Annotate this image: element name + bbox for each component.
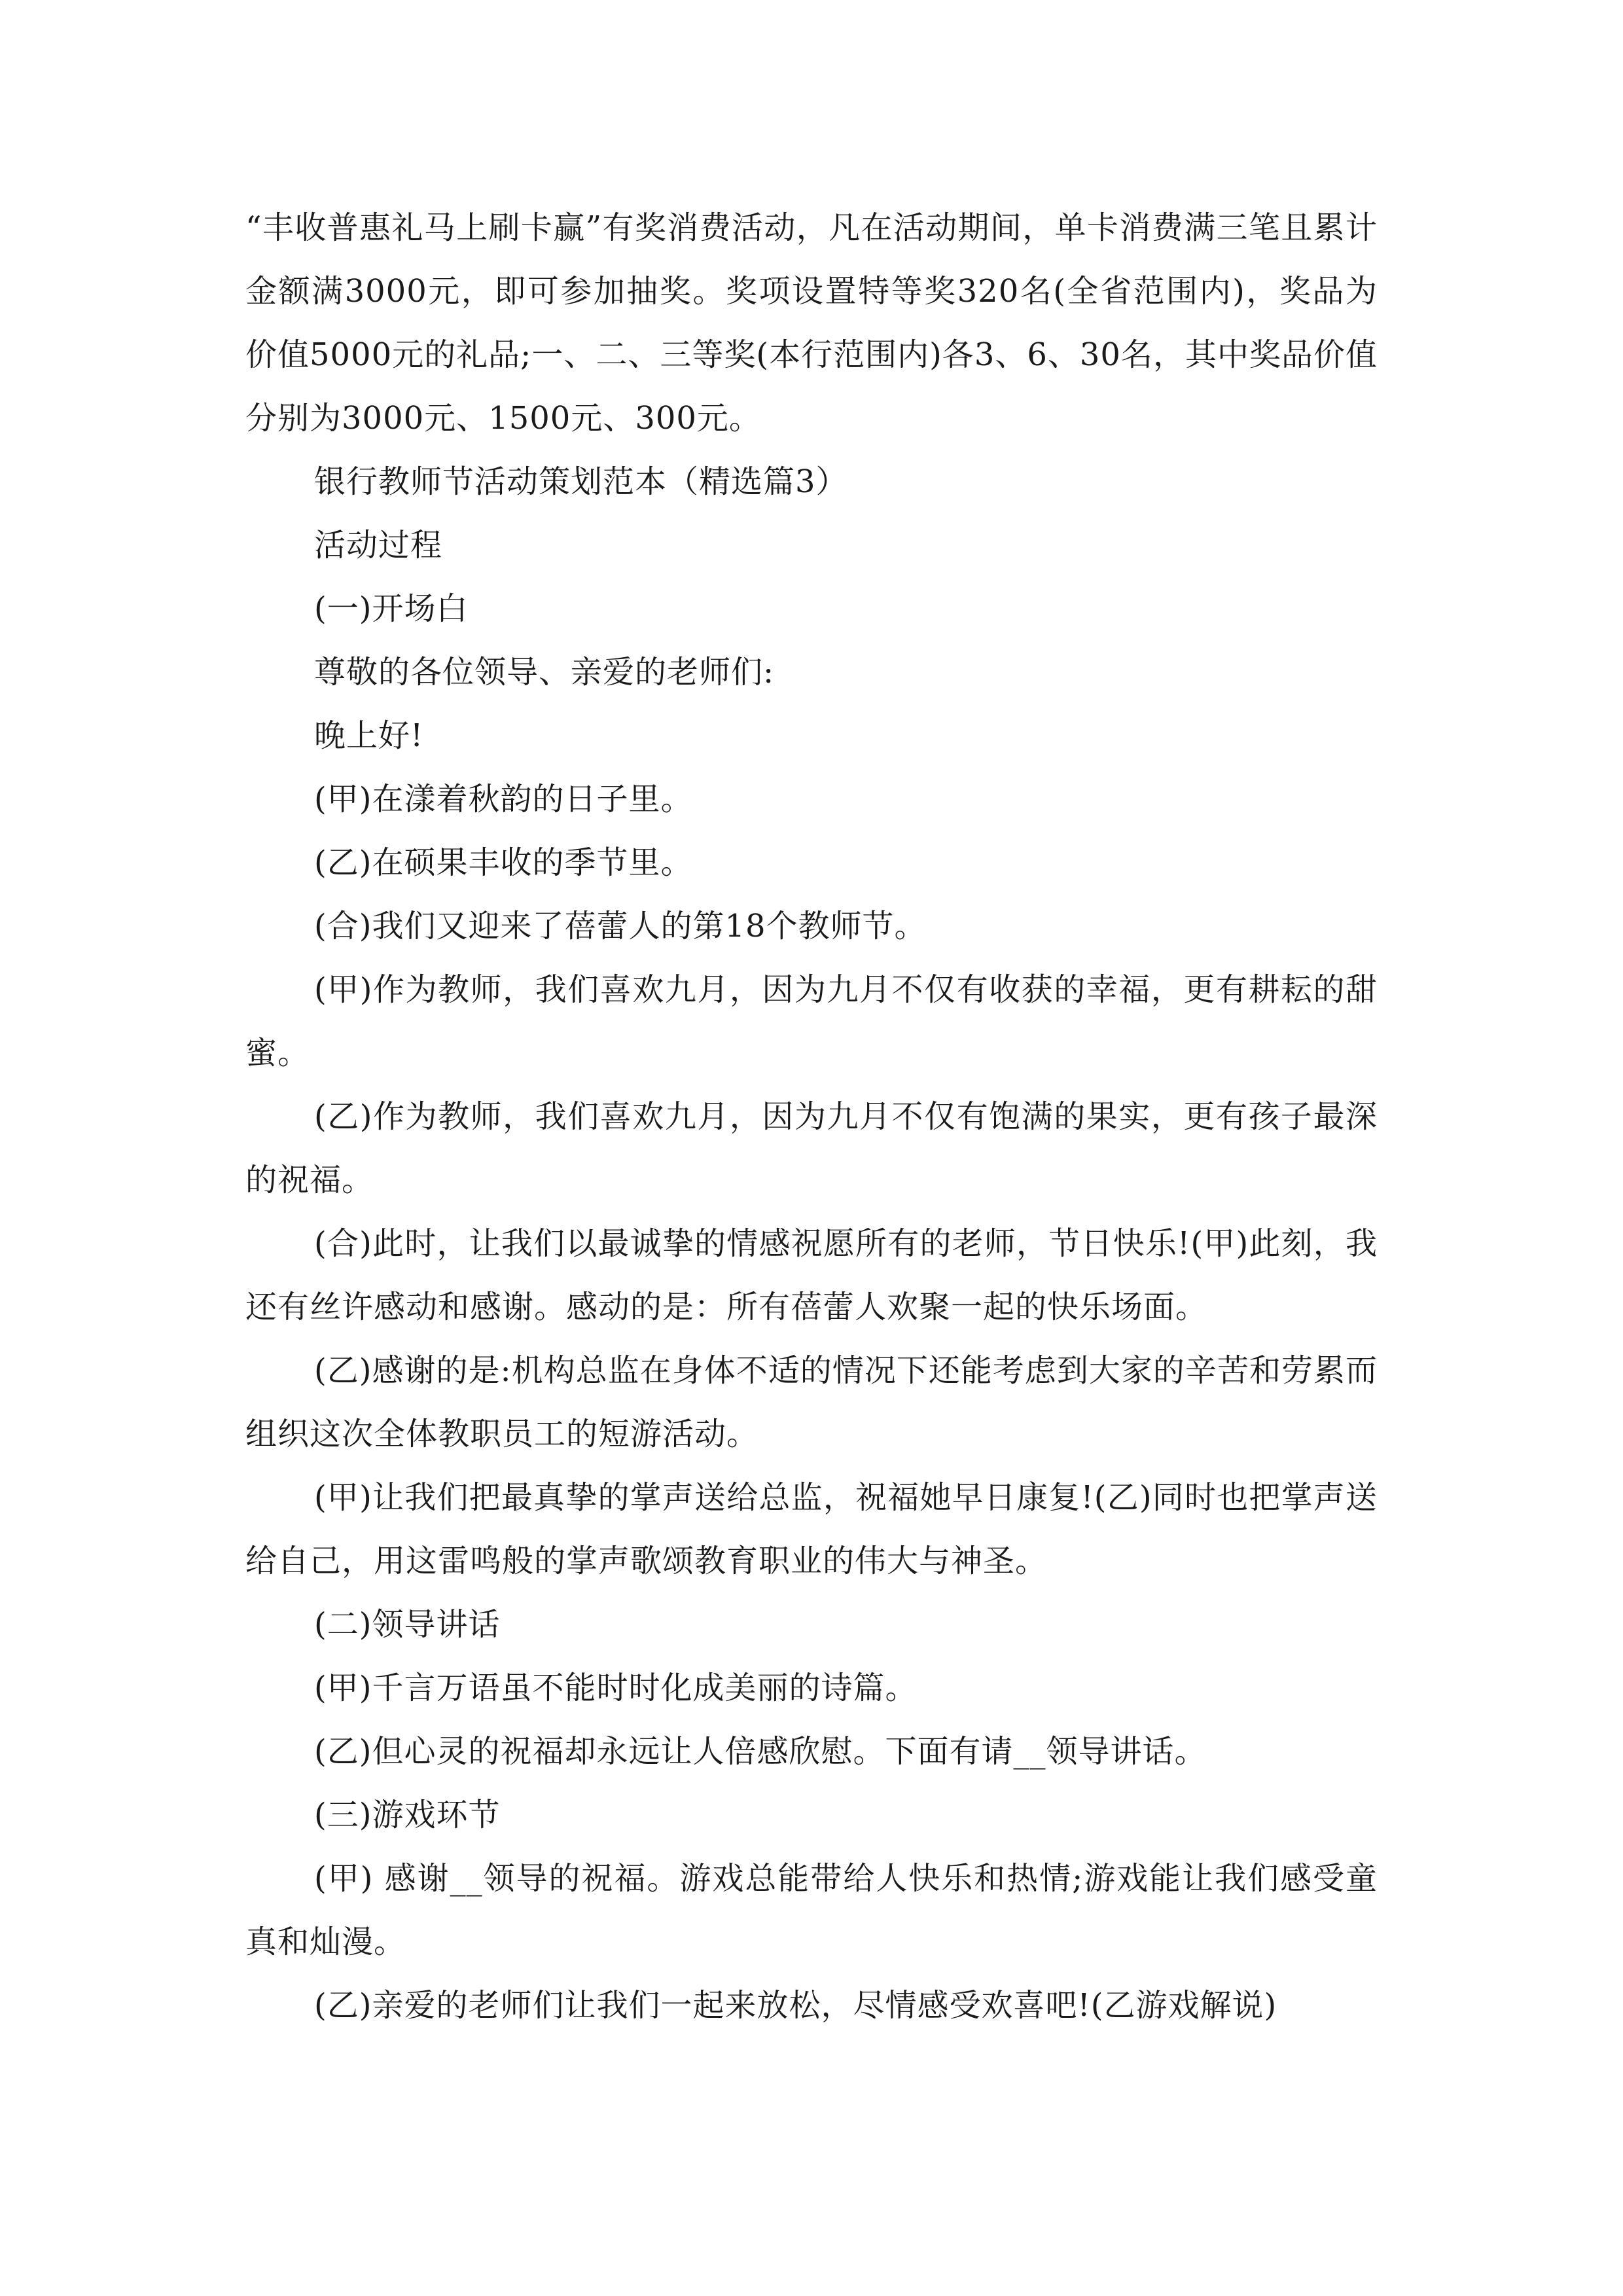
paragraph-greeting: 尊敬的各位领导、亲爱的老师们: — [314, 654, 775, 691]
paragraph-line: (合)我们又迎来了蓓蕾人的第18个教师节。 — [314, 908, 927, 944]
paragraph-line: (乙)作为教师，我们喜欢九月，因为九月不仅有饱满的果实，更有孩子最深的祝福。 — [245, 1098, 1378, 1198]
subheading-opening: (一)开场白 — [314, 590, 469, 627]
subheading-leader-speech: (二)领导讲话 — [314, 1606, 501, 1643]
paragraph-good-evening: 晚上好! — [314, 717, 424, 754]
paragraph-line: (乙)但心灵的祝福却永远让人倍感欣慰。下面有请__领导讲话。 — [314, 1733, 1207, 1770]
paragraph-line: (乙)亲爱的老师们让我们一起来放松，尽情感受欢喜吧!(乙游戏解说) — [314, 1987, 1277, 2024]
paragraph-line: (甲) 感谢__领导的祝福。游戏总能带给人快乐和热情;游戏能让我们感受童真和灿漫。 — [245, 1860, 1378, 1960]
paragraph-line: (甲)在漾着秋韵的日子里。 — [314, 781, 693, 817]
paragraph-line: (甲)作为教师，我们喜欢九月，因为九月不仅有收获的幸福，更有耕耘的甜蜜。 — [245, 971, 1378, 1071]
section-title: 银行教师节活动策划范本（精选篇3） — [314, 463, 848, 500]
paragraph-line: (甲)千言万语虽不能时时化成美丽的诗篇。 — [314, 1670, 918, 1706]
paragraph-line: (甲)让我们把最真挚的掌声送给总监，祝福她早日康复!(乙)同时也把掌声送给自己，用这雷鸣般的掌声歌颂教育职业的伟大与神圣。 — [245, 1479, 1378, 1579]
subheading-game-session: (三)游戏环节 — [314, 1797, 501, 1833]
paragraph-line: (合)此时，让我们以最诚挚的情感祝愿所有的老师，节日快乐!(甲)此刻，我还有丝许感动和感谢。感动的是：所有蓓蕾人欢聚一起的快乐场面。 — [245, 1225, 1378, 1325]
paragraph-line: (乙)感谢的是:机构总监在身体不适的情况下还能考虑到大家的辛苦和劳累而组织这次全体教职员工的短游活动。 — [245, 1352, 1378, 1452]
paragraph-line: (乙)在硕果丰收的季节里。 — [314, 844, 693, 881]
document-page — [245, 196, 1378, 2037]
subheading-activity-process: 活动过程 — [314, 527, 443, 564]
paragraph-prize-activity: “丰收普惠礼马上刷卡赢”有奖消费活动，凡在活动期间，单卡消费满三笔且累计金额满3000元，即可参加抽奖。奖项设置特等奖320名(全省范围内)，奖品为价值5000元的礼品;一、二、三等奖(本行范围内)各3、6、30名，其中奖品价值分别为3000元、1500元、300元。 — [245, 209, 1378, 437]
